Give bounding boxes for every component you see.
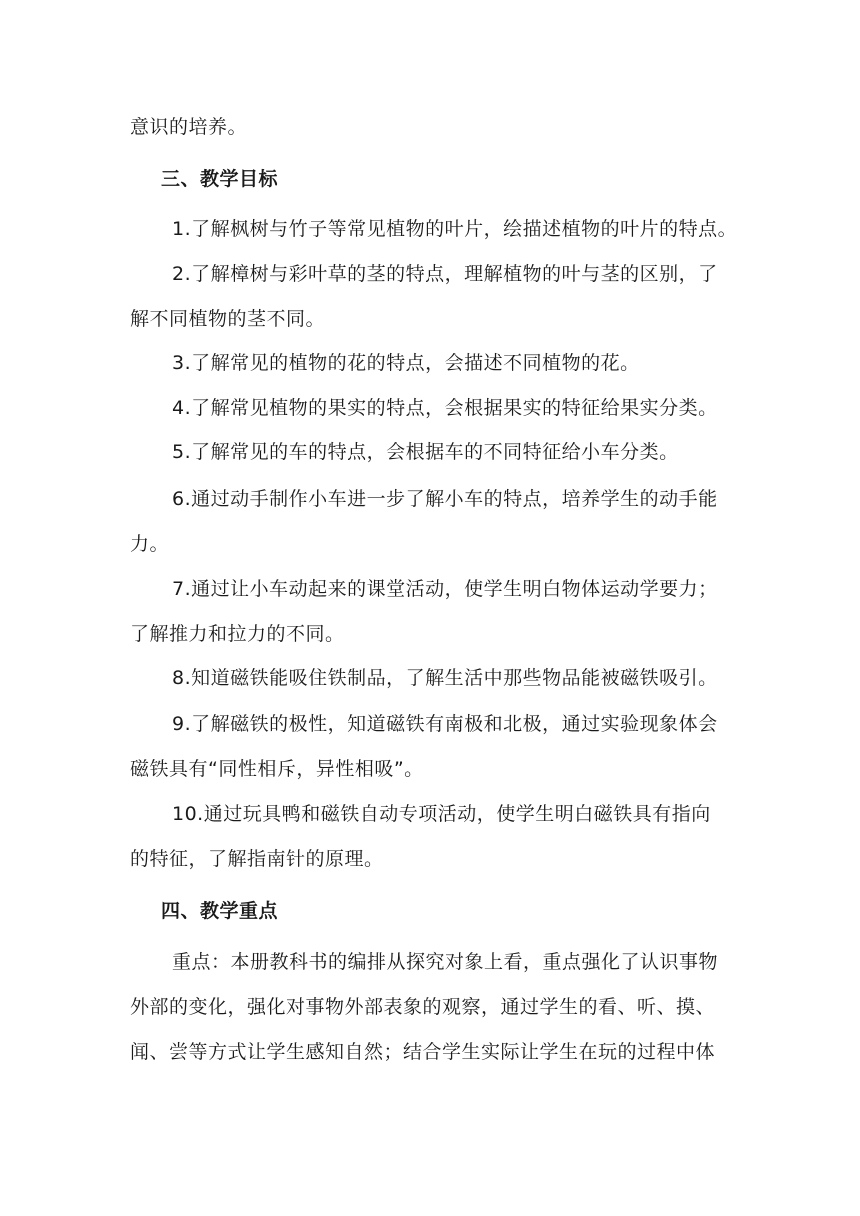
goal-item-10-cont: 的特征，了解指南针的原理。 xyxy=(130,848,384,870)
goal-item-7: 7.通过让小车动起来的课堂活动，使学生明白物体运动学要力； xyxy=(172,578,718,600)
goal-item-7-cont: 了解推力和拉力的不同。 xyxy=(130,623,345,645)
goal-item-9-cont: 磁铁具有“同性相斥，异性相吸”。 xyxy=(130,758,424,780)
goal-item-2-cont: 解不同植物的茎不同。 xyxy=(130,308,326,330)
goal-item-4: 4.了解常见植物的果实的特点，会根据果实的特征给果实分类。 xyxy=(172,397,718,419)
goal-item-1: 1.了解枫树与竹子等常见植物的叶片，绘描述植物的叶片的特点。 xyxy=(172,218,738,240)
goal-item-6: 6.通过动手制作小车进一步了解小车的特点，培养学生的动手能 xyxy=(172,488,718,510)
goal-item-8: 8.知道磁铁能吸住铁制品，了解生活中那些物品能被磁铁吸引。 xyxy=(172,667,718,689)
goal-item-6-cont: 力。 xyxy=(130,533,170,555)
paragraph-continuation: 意识的培养。 xyxy=(130,116,248,138)
goal-item-10: 10.通过玩具鸭和磁铁自动专项活动，使学生明白磁铁具有指向 xyxy=(172,803,711,825)
goal-item-5: 5.了解常见的车的特点，会根据车的不同特征给小车分类。 xyxy=(172,441,679,463)
focus-paragraph-line-2: 外部的变化，强化对事物外部表象的观察，通过学生的看、听、摸、 xyxy=(130,996,716,1018)
section-heading-teaching-goals: 三、教学目标 xyxy=(161,168,279,190)
focus-paragraph-line-1: 重点：本册教科书的编排从探究对象上看，重点强化了认识事物 xyxy=(172,951,719,973)
goal-item-3: 3.了解常见的植物的花的特点，会描述不同植物的花。 xyxy=(172,352,640,374)
section-heading-teaching-focus: 四、教学重点 xyxy=(161,900,279,922)
goal-item-2: 2.了解樟树与彩叶草的茎的特点，理解植物的叶与茎的区别，了 xyxy=(172,263,718,285)
focus-paragraph-line-3: 闻、尝等方式让学生感知自然；结合学生实际让学生在玩的过程中体 xyxy=(130,1041,716,1063)
goal-item-9: 9.了解磁铁的极性，知道磁铁有南极和北极，通过实验现象体会 xyxy=(172,713,718,735)
